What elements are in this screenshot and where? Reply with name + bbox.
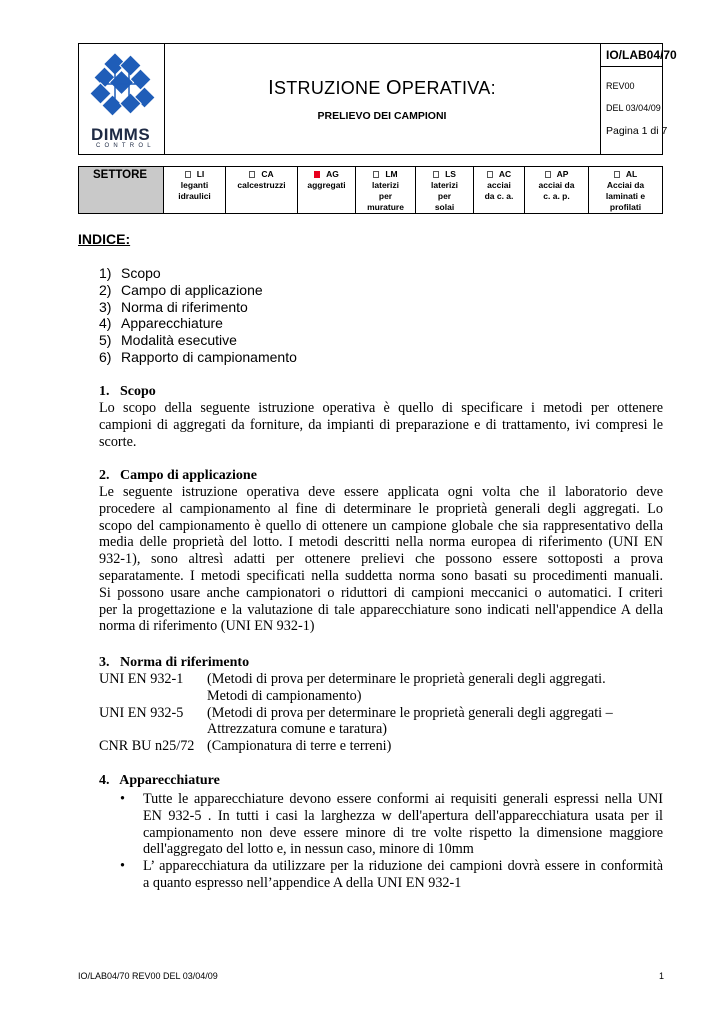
page-number: Pagina 1 di 7 (606, 125, 668, 137)
doc-revision: REV00 (606, 81, 635, 91)
reference-row: CNR BU n25/72 (Campionatura di terre e terreni) (99, 738, 392, 755)
settore-cell-ls[interactable]: LS laterizi per solai (416, 167, 474, 213)
section-3-heading: 3. Norma di riferimento (99, 655, 250, 670)
list-item: • Tutte le apparecchiature devono essere conformi ai requisiti generali espressi nella UNI EN 932-5 . In tutti i casi la larghezza w dell'apertura dell'apparecchiatura usata per il campionamento non deve essere minore di tre volte rispetto la dimensione maggiore dell'aggregato del lotto e, in nessun caso, minore di 10mm (120, 791, 663, 858)
checkbox-icon[interactable] (185, 171, 191, 178)
settore-table (78, 166, 663, 214)
checkbox-icon[interactable] (487, 171, 493, 178)
checkbox-icon[interactable] (433, 171, 439, 178)
settore-cell-ap[interactable]: AP acciai da c. a. p. (525, 167, 589, 213)
toc-item[interactable]: 4) Apparecchiature (99, 315, 223, 332)
toc-item[interactable]: 3) Norma di riferimento (99, 298, 248, 315)
logo-subtext: CONTROL (96, 143, 155, 149)
settore-cell-ca[interactable]: CA calcestruzzi (226, 167, 298, 213)
toc-item[interactable]: 6) Rapporto di campionamento (99, 348, 297, 365)
footer-doc-ref: IO/LAB04/70 REV00 DEL 03/04/09 (78, 971, 218, 981)
section-4-heading: 4. Apparecchiature (99, 773, 220, 788)
indice-heading: INDICE: (78, 231, 131, 247)
title-cell (164, 44, 601, 154)
settore-cell-ag[interactable]: AG aggregati (298, 167, 356, 213)
list-item: • L’ apparecchiatura da utilizzare per la riduzione dei campioni dovrà essere in conformità a quanto espresso nell’appendice A della UNI EN 932-1 (120, 858, 663, 891)
settore-cell-al[interactable]: AL Acciai da laminati e profilati (605, 169, 646, 212)
bullet-list (118, 791, 663, 892)
doc-date: DEL 03/04/09 (606, 103, 661, 113)
bullet-icon: • (120, 858, 125, 875)
section-2-text: Le seguente istruzione operativa deve essere applicata ogni volta che il laboratorio deve procedere al campionamento al fine di determinare le proprietà generali degli aggregati. Lo scopo del campionamento è quello di ottenere un campione globale che sia rappresentativo della media delle proprietà del lotto. I metodi descritti nella norma europea di riferimento (UNI EN 932-1), sono altresì adatti per ottenere prelievi che possono essere sottoposti a prova separatamente. I metodi specificati nella suddetta norma sono basati su procedimenti manuali. Si possono usare anche campionatori o riduttori di campioni meccanici o automatici. I criteri per la progettazione e la valutazione di tale apparecchiature sono indicati nell'appendice A della norma di riferimento (UNI EN 932-1) (99, 484, 663, 635)
settore-cell-li[interactable]: LI leganti idraulici (164, 167, 226, 213)
section-1-text: Lo scopo della seguente istruzione operativa è quello di specificare i metodi per ottenere campioni di aggregati da forniture, da impianti di preparazione e di trattamento, ivi compresi le scorte. (99, 400, 663, 450)
document-header (78, 43, 677, 155)
footer-page-number: 1 (659, 971, 665, 981)
page-subtitle: PRELIEVO DEI CAMPIONI (317, 110, 447, 122)
reference-row: UNI EN 932-1 (Metodi di prova per determinare le proprietà generali degli aggregati. Metodi di campionamento) (99, 671, 606, 704)
doc-code: IO/LAB04/70 (606, 48, 677, 62)
checkbox-icon[interactable] (373, 171, 379, 178)
section-2-heading: 2. Campo di applicazione (99, 468, 257, 483)
settore-cell-lm[interactable]: LM laterizi per murature (356, 167, 416, 213)
checkbox-icon[interactable] (249, 171, 255, 178)
checkbox-icon[interactable] (545, 171, 551, 178)
checkbox-icon[interactable] (614, 171, 620, 178)
toc-item[interactable]: 2) Campo di applicazione (99, 281, 263, 298)
page-title: ISTRUZIONE OPERATIVA: (268, 77, 496, 99)
settore-cell-ac[interactable]: AC acciai da c. a. (474, 167, 525, 213)
reference-list (99, 671, 613, 755)
reference-row: UNI EN 932-5 (Metodi di prova per determinare le proprietà generali degli aggregati – Attrezzatura comune e taratura) (99, 704, 613, 738)
table-of-contents (99, 265, 297, 366)
section-1-heading: 1. Scopo (99, 384, 156, 399)
logo (79, 44, 165, 154)
bullet-icon: • (120, 791, 125, 807)
logo-text: DIMMS (91, 125, 151, 144)
toc-item[interactable]: 5) Modalità esecutive (99, 332, 237, 349)
doc-info-cell (600, 44, 677, 154)
checkbox-checked-icon[interactable] (314, 171, 320, 178)
settore-label: SETTORE (79, 167, 164, 213)
toc-item[interactable]: 1) Scopo (99, 265, 161, 281)
